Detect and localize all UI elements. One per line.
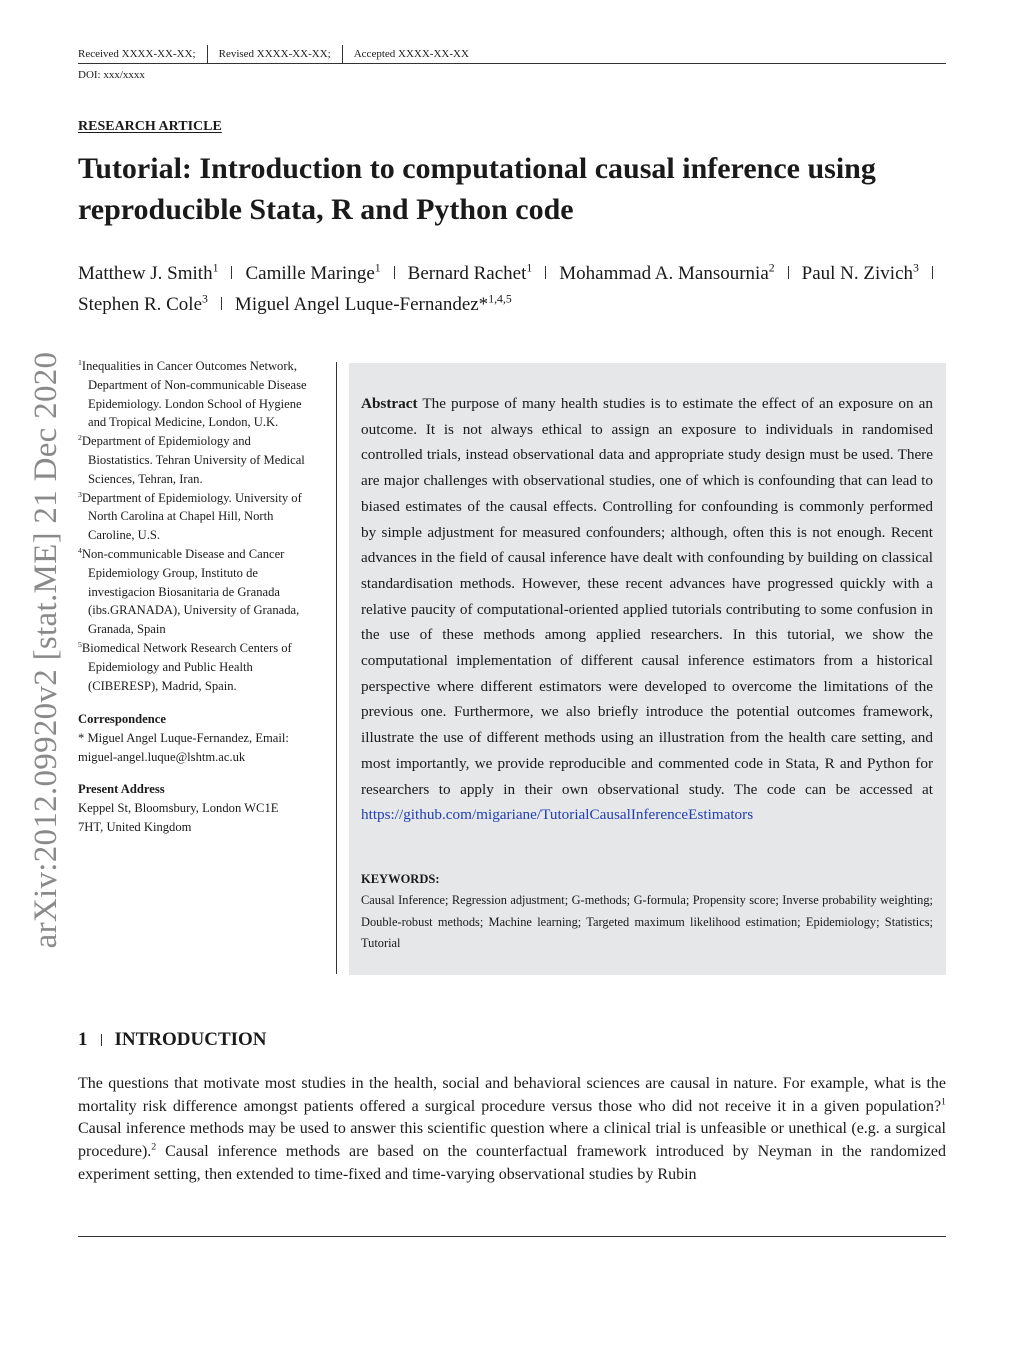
abstract-label: Abstract [361,395,418,412]
present-address [78,780,328,836]
separator [394,266,395,279]
keywords-heading: KEYWORDS: [361,872,440,886]
citation[interactable]: 1 [941,1096,946,1108]
section-heading [78,1029,267,1051]
section-number: 1 [78,1029,88,1050]
author: Stephen R. Cole$^3$ [78,292,208,315]
author: Miguel Angel Luque-Fernandez*$^{1,4,5}$ [234,292,512,315]
publication-history [78,44,946,64]
keywords: Causal Inference; Regression adjustment; G-methods; G-formula; Propensity score; Inverse probability weighting; Double-robust methods; Machine learning; Targeted maximum likelihood estimation; Epidemiology; Statistics; Tutorial [361,893,933,950]
correspondence [78,710,328,766]
correspondence-name: * Miguel Angel Luque-Fernandez, Email: [78,730,289,745]
separator [221,297,222,310]
separator [545,266,546,279]
affiliation-2: $^2$Department of Epidemiology and Biostatistics. Tehran University of Medical Sciences, Tehran, Iran. [78,433,305,486]
separator [231,266,232,279]
affiliation-5: $^5$Biomedical Network Research Centers of Epidemiology and Public Health (CIBERESP), Madrid, Spain. [78,639,292,693]
received-date: Received XXXX-XX-XX; [78,48,196,60]
citation[interactable]: 2 [151,1141,157,1153]
section-title: INTRODUCTION [114,1029,267,1050]
separator [101,1034,102,1046]
author: Camille Maringe$^1$ [245,261,381,284]
footer-rule [78,1236,946,1237]
author: Bernard Rachet$^1$ [407,261,533,284]
present-address-line: 7HT, United Kingdom [78,819,192,834]
paper-title: Tutorial: Introduction to computational causal inference using reproducible Stata, R and Python code [78,152,876,226]
revised-date: Revised XXXX-XX-XX; [218,48,331,60]
author-list [78,258,948,320]
separator [932,266,933,279]
abstract-text: The purpose of many health studies is to estimate the effect of an exposure on an outcome. It is not always ethical to assign an exposure to individuals in randomised controlled trials, instead observational data and appropriate study design must be used. There are major challenges with observational studies, one of which is confounding that can lead to biased estimates of the causal effects. Controlling for confounding is commonly performed by simple adjustment for measured confounders; although, often this is not enough. Recent advances in the field of causal inference have dealt with confounding by building on classical standardisation methods. However, these recent advances have progressed quickly with a relative paucity of computational-oriented applied tutorials contributing to some confusion in the use of these methods among applied researchers. In this tutorial, we show the computational implementation of different causal inference estimators from a historical perspective where different estimators were developed to overcome the limitations of the previous one. Furthermore, we also briefly introduce the potential outcomes framework, illustrate the use of different methods using an illustration from the health care setting, and most importantly, we provide reproducible and commented code in Stata, R and Python for researchers to apply in their own observational study. The code can be accessed at [361,395,933,798]
intro-paragraph: The questions that motivate most studies in the health, social and behavioral sciences are causal in nature. For example, what is the mortality risk difference amongst patients offered a surgical procedure versus those who did not receive it in a given population?$^1$ Causal inference methods may be used to answer this scientific question where a clinical trial is unfeasible or unethical (e.g. a surgical procedure).$^2$ Causal inference methods are based on the counterfactual framework introduced by Neyman in the randomized experiment setting, then extended to time-fixed and time-varying observational studies by Rubin [78,1075,946,1183]
accepted-date: Accepted XXXX-XX-XX [353,48,469,60]
separator [788,266,789,279]
doi: DOI: xxx/xxxx [78,69,145,81]
correspondence-email[interactable]: miguel-angel.luque@lshtm.ac.uk [78,749,246,764]
affiliations [78,357,328,695]
arxiv-identifier: arXiv:2012.09920v2 [stat.ME] 21 Dec 2020 [28,351,64,949]
article-type: RESEARCH ARTICLE [78,119,222,134]
present-address-heading: Present Address [78,782,165,796]
affiliation-1: $^1$Inequalities in Cancer Outcomes Network, Department of Non-communicable Disease Epidemiology. London School of Hygiene and Tropical Medicine, London, U.K. [78,357,307,430]
affiliation-3: $^3$Department of Epidemiology. University of North Carolina at Chapel Hill, North Caroline, U.S. [78,489,302,543]
separator [207,45,208,63]
separator [342,45,343,63]
author: Mohammad A. Mansournia$^2$ [559,261,775,284]
column-divider [336,362,337,974]
author: Matthew J. Smith$^1$ [78,261,219,284]
present-address-line: Keppel St, Bloomsbury, London WC1E [78,800,279,815]
code-repository-link[interactable]: https://github.com/migariane/TutorialCausalInferenceEstimators [361,806,754,824]
abstract [361,391,933,828]
correspondence-heading: Correspondence [78,712,166,726]
author: Paul N. Zivich$^3$ [801,261,919,284]
header-rule [78,63,946,64]
affiliation-4: $^4$Non-communicable Disease and Cancer Epidemiology Group, Instituto de investigacion Biosanitaria de Granada (ibs.GRANADA), University of Granada, Granada, Spain [78,545,300,637]
